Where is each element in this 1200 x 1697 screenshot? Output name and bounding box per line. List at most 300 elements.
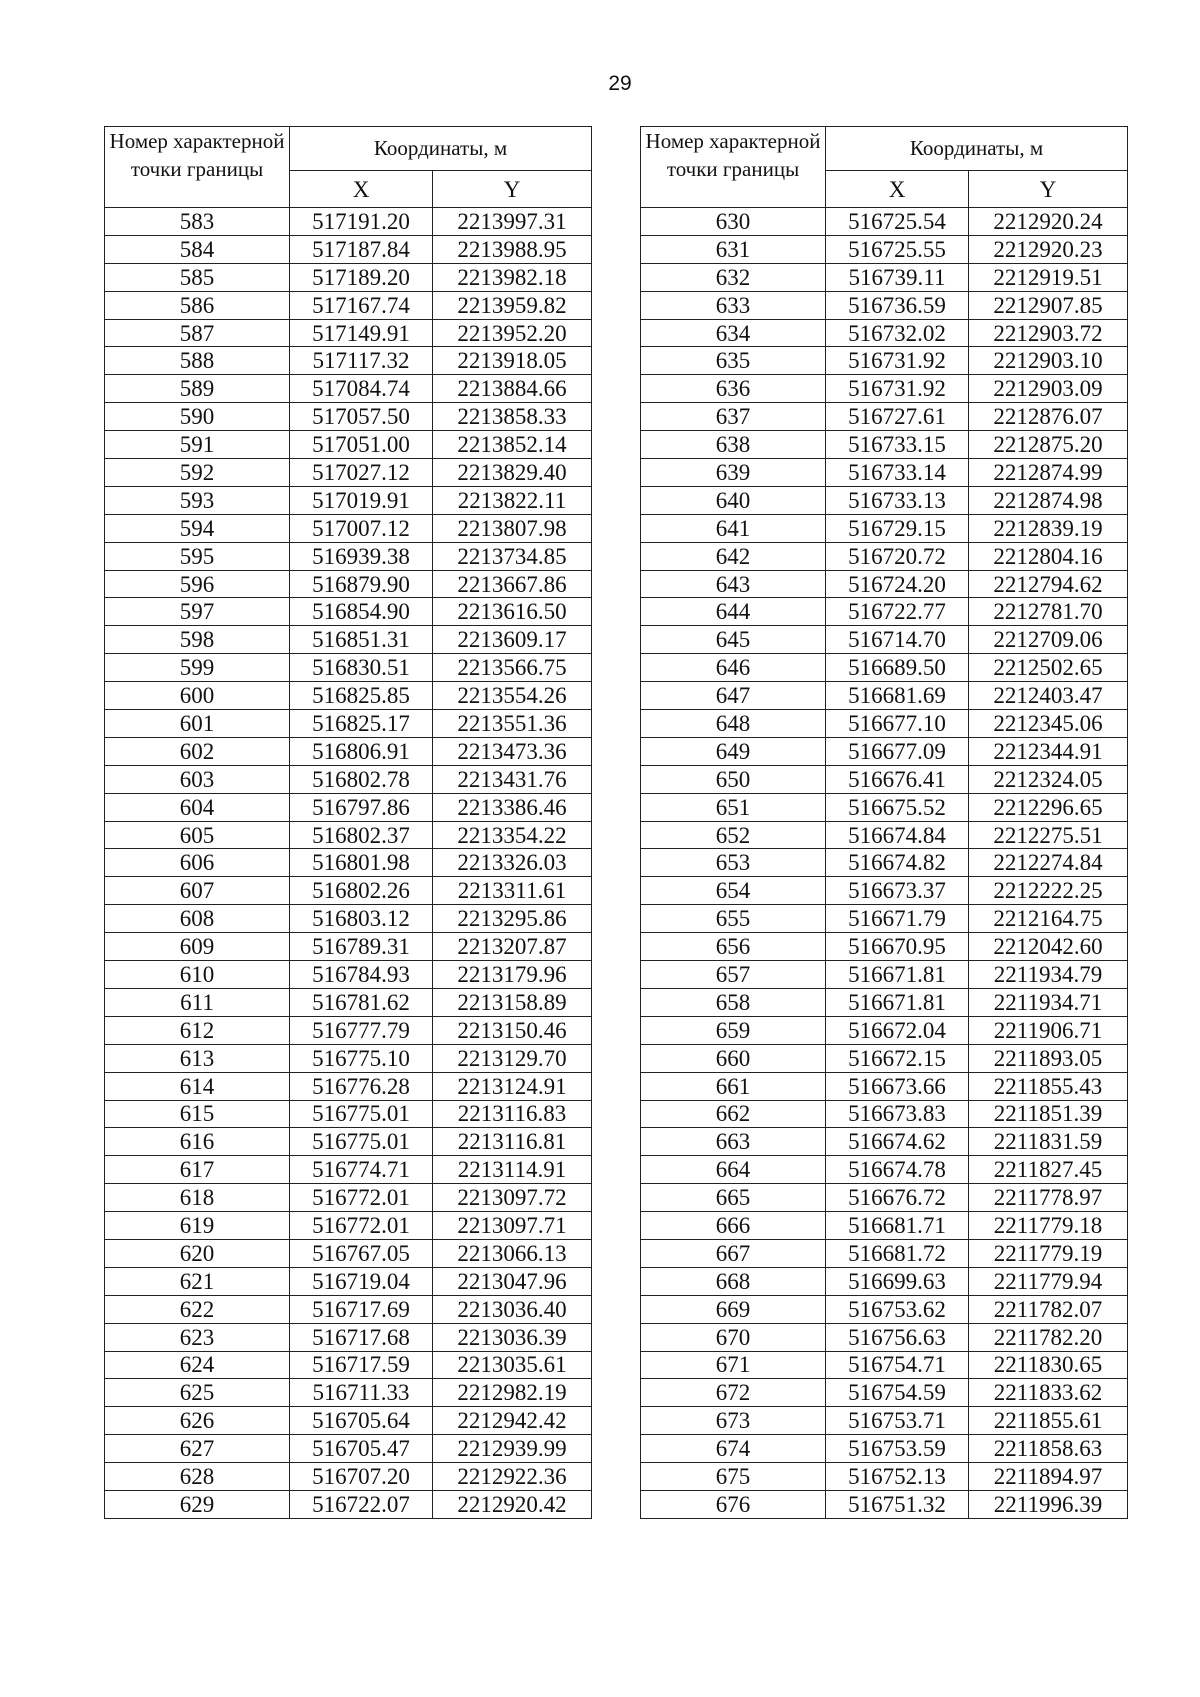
table-row (641, 1016, 1128, 1044)
table-row (105, 570, 592, 598)
x-coordinate-cell: 516784.93 (290, 961, 433, 989)
point-number-cell: 624 (105, 1351, 290, 1379)
point-number-cell: 623 (105, 1323, 290, 1351)
table-row (641, 626, 1128, 654)
x-coordinate-cell: 516722.77 (826, 598, 969, 626)
table-row (641, 1212, 1128, 1240)
x-coordinate-cell: 516714.70 (826, 626, 969, 654)
table-row (641, 849, 1128, 877)
table-row (641, 431, 1128, 459)
table-row (105, 1379, 592, 1407)
point-number-header: Номер характерной точки границы (641, 127, 826, 208)
y-coordinate-cell: 2213807.98 (433, 514, 592, 542)
x-coordinate-cell: 516732.02 (826, 319, 969, 347)
x-coordinate-cell: 516689.50 (826, 654, 969, 682)
point-number-cell: 609 (105, 933, 290, 961)
y-coordinate-cell: 2212919.51 (969, 263, 1128, 291)
x-coordinate-cell: 517189.20 (290, 263, 433, 291)
x-coordinate-cell: 516671.81 (826, 988, 969, 1016)
point-number-cell: 669 (641, 1295, 826, 1323)
table-row (641, 877, 1128, 905)
table-row (641, 1072, 1128, 1100)
x-coordinate-cell: 516879.90 (290, 570, 433, 598)
table-row (641, 765, 1128, 793)
y-coordinate-cell: 2211778.97 (969, 1184, 1128, 1212)
table-row (105, 347, 592, 375)
table-row (105, 1072, 592, 1100)
y-coordinate-cell: 2213116.83 (433, 1100, 592, 1128)
point-number-cell: 603 (105, 765, 290, 793)
x-header: X (826, 171, 969, 208)
table-row (641, 1267, 1128, 1295)
x-coordinate-cell: 516674.84 (826, 821, 969, 849)
table-row (641, 682, 1128, 710)
point-number-cell: 641 (641, 514, 826, 542)
x-coordinate-cell: 516797.86 (290, 793, 433, 821)
y-coordinate-cell: 2213097.72 (433, 1184, 592, 1212)
y-coordinate-cell: 2212275.51 (969, 821, 1128, 849)
y-coordinate-cell: 2211833.62 (969, 1379, 1128, 1407)
y-coordinate-cell: 2213047.96 (433, 1267, 592, 1295)
table-row (105, 793, 592, 821)
table-row (105, 1323, 592, 1351)
x-coordinate-cell: 516781.62 (290, 988, 433, 1016)
y-coordinate-cell: 2212875.20 (969, 431, 1128, 459)
y-coordinate-cell: 2211906.71 (969, 1016, 1128, 1044)
x-coordinate-cell: 516711.33 (290, 1379, 433, 1407)
table-row (641, 1044, 1128, 1072)
table-row (641, 403, 1128, 431)
point-number-cell: 589 (105, 375, 290, 403)
table-row (105, 821, 592, 849)
point-number-cell: 628 (105, 1463, 290, 1491)
y-coordinate-cell: 2213566.75 (433, 654, 592, 682)
point-number-cell: 667 (641, 1239, 826, 1267)
point-number-cell: 647 (641, 682, 826, 710)
x-coordinate-cell: 516705.64 (290, 1407, 433, 1435)
point-number-cell: 637 (641, 403, 826, 431)
point-number-cell: 656 (641, 933, 826, 961)
point-number-cell: 619 (105, 1212, 290, 1240)
point-number-cell: 642 (641, 542, 826, 570)
y-coordinate-cell: 2212903.72 (969, 319, 1128, 347)
y-coordinate-cell: 2213036.40 (433, 1295, 592, 1323)
point-number-cell: 657 (641, 961, 826, 989)
y-coordinate-cell: 2213036.39 (433, 1323, 592, 1351)
table-row (105, 710, 592, 738)
y-coordinate-cell: 2213207.87 (433, 933, 592, 961)
table-row (105, 849, 592, 877)
point-number-cell: 615 (105, 1100, 290, 1128)
x-coordinate-cell: 516802.37 (290, 821, 433, 849)
y-coordinate-cell: 2213097.71 (433, 1212, 592, 1240)
x-coordinate-cell: 516736.59 (826, 291, 969, 319)
y-coordinate-cell: 2212876.07 (969, 403, 1128, 431)
table-row (105, 933, 592, 961)
y-coordinate-cell: 2213066.13 (433, 1239, 592, 1267)
table-row (105, 765, 592, 793)
y-coordinate-cell: 2211831.59 (969, 1128, 1128, 1156)
point-number-cell: 675 (641, 1463, 826, 1491)
x-coordinate-cell: 516733.15 (826, 431, 969, 459)
x-coordinate-cell: 516681.69 (826, 682, 969, 710)
point-number-cell: 661 (641, 1072, 826, 1100)
y-coordinate-cell: 2213988.95 (433, 235, 592, 263)
point-number-cell: 608 (105, 905, 290, 933)
x-coordinate-cell: 516775.01 (290, 1100, 433, 1128)
table-row (641, 263, 1128, 291)
point-number-header: Номер характерной точки границы (105, 127, 290, 208)
y-coordinate-cell: 2212781.70 (969, 598, 1128, 626)
y-coordinate-cell: 2213952.20 (433, 319, 592, 347)
y-coordinate-cell: 2212324.05 (969, 765, 1128, 793)
point-number-cell: 633 (641, 291, 826, 319)
y-coordinate-cell: 2213609.17 (433, 626, 592, 654)
x-coordinate-cell: 517027.12 (290, 459, 433, 487)
y-coordinate-cell: 2213311.61 (433, 877, 592, 905)
table-row (105, 682, 592, 710)
y-coordinate-cell: 2211934.71 (969, 988, 1128, 1016)
table-row (641, 598, 1128, 626)
y-coordinate-cell: 2212709.06 (969, 626, 1128, 654)
x-coordinate-cell: 516717.59 (290, 1351, 433, 1379)
x-coordinate-cell: 517007.12 (290, 514, 433, 542)
point-number-cell: 668 (641, 1267, 826, 1295)
point-number-cell: 597 (105, 598, 290, 626)
point-number-cell: 643 (641, 570, 826, 598)
x-coordinate-cell: 516672.15 (826, 1044, 969, 1072)
table-row (105, 459, 592, 487)
point-number-cell: 636 (641, 375, 826, 403)
x-coordinate-cell: 516753.71 (826, 1407, 969, 1435)
x-coordinate-cell: 516939.38 (290, 542, 433, 570)
x-coordinate-cell: 516789.31 (290, 933, 433, 961)
point-number-cell: 627 (105, 1435, 290, 1463)
y-coordinate-cell: 2211782.20 (969, 1323, 1128, 1351)
y-coordinate-cell: 2213852.14 (433, 431, 592, 459)
table-row (105, 1128, 592, 1156)
x-coordinate-cell: 516671.79 (826, 905, 969, 933)
y-coordinate-cell: 2213116.81 (433, 1128, 592, 1156)
table-row (105, 319, 592, 347)
table-row (641, 1490, 1128, 1518)
point-number-cell: 600 (105, 682, 290, 710)
point-number-cell: 621 (105, 1267, 290, 1295)
x-coordinate-cell: 516722.07 (290, 1490, 433, 1518)
x-coordinate-cell: 516733.13 (826, 486, 969, 514)
point-number-cell: 585 (105, 263, 290, 291)
x-coordinate-cell: 516803.12 (290, 905, 433, 933)
point-number-cell: 664 (641, 1156, 826, 1184)
x-coordinate-cell: 516725.54 (826, 208, 969, 236)
x-coordinate-cell: 516729.15 (826, 514, 969, 542)
table-row (105, 1463, 592, 1491)
y-coordinate-cell: 2212344.91 (969, 737, 1128, 765)
coordinates-table-right (640, 126, 1128, 1519)
table-row (105, 1407, 592, 1435)
x-coordinate-cell: 517117.32 (290, 347, 433, 375)
y-coordinate-cell: 2211779.18 (969, 1212, 1128, 1240)
y-coordinate-cell: 2212222.25 (969, 877, 1128, 905)
table-row (641, 1435, 1128, 1463)
point-number-cell: 665 (641, 1184, 826, 1212)
coordinates-table-left (104, 126, 592, 1519)
table-row (105, 291, 592, 319)
point-number-cell: 595 (105, 542, 290, 570)
x-coordinate-cell: 516752.13 (826, 1463, 969, 1491)
x-coordinate-cell: 517051.00 (290, 431, 433, 459)
x-coordinate-cell: 516705.47 (290, 1435, 433, 1463)
point-number-cell: 584 (105, 235, 290, 263)
x-coordinate-cell: 517149.91 (290, 319, 433, 347)
point-number-cell: 605 (105, 821, 290, 849)
x-coordinate-cell: 516767.05 (290, 1239, 433, 1267)
y-coordinate-cell: 2212839.19 (969, 514, 1128, 542)
table-row (641, 1463, 1128, 1491)
point-number-cell: 598 (105, 626, 290, 654)
table-row (641, 933, 1128, 961)
point-number-cell: 604 (105, 793, 290, 821)
y-coordinate-cell: 2212502.65 (969, 654, 1128, 682)
table-row (641, 1295, 1128, 1323)
y-coordinate-cell: 2212794.62 (969, 570, 1128, 598)
y-coordinate-cell: 2213326.03 (433, 849, 592, 877)
x-coordinate-cell: 516671.81 (826, 961, 969, 989)
x-coordinate-cell: 516733.14 (826, 459, 969, 487)
x-coordinate-cell: 516674.62 (826, 1128, 969, 1156)
table-row (641, 570, 1128, 598)
table-row (641, 319, 1128, 347)
y-coordinate-cell: 2212042.60 (969, 933, 1128, 961)
x-coordinate-cell: 516672.04 (826, 1016, 969, 1044)
y-coordinate-cell: 2211782.07 (969, 1295, 1128, 1323)
point-number-cell: 672 (641, 1379, 826, 1407)
table-row (105, 737, 592, 765)
y-coordinate-cell: 2213997.31 (433, 208, 592, 236)
y-coordinate-cell: 2212874.99 (969, 459, 1128, 487)
table-row (105, 961, 592, 989)
y-coordinate-cell: 2213616.50 (433, 598, 592, 626)
y-coordinate-cell: 2213734.85 (433, 542, 592, 570)
x-coordinate-cell: 516707.20 (290, 1463, 433, 1491)
point-number-cell: 625 (105, 1379, 290, 1407)
point-number-cell: 587 (105, 319, 290, 347)
table-row (105, 1044, 592, 1072)
table-row (641, 542, 1128, 570)
y-coordinate-cell: 2212345.06 (969, 710, 1128, 738)
point-number-cell: 616 (105, 1128, 290, 1156)
y-coordinate-cell: 2213150.46 (433, 1016, 592, 1044)
point-number-cell: 612 (105, 1016, 290, 1044)
table-row (105, 1267, 592, 1295)
point-number-cell: 652 (641, 821, 826, 849)
point-number-cell: 676 (641, 1490, 826, 1518)
point-number-cell: 626 (105, 1407, 290, 1435)
x-coordinate-cell: 517187.84 (290, 235, 433, 263)
table-row (641, 347, 1128, 375)
point-number-cell: 638 (641, 431, 826, 459)
point-number-cell: 649 (641, 737, 826, 765)
table-row (105, 403, 592, 431)
x-coordinate-cell: 516731.92 (826, 347, 969, 375)
point-number-cell: 666 (641, 1212, 826, 1240)
x-coordinate-cell: 516756.63 (826, 1323, 969, 1351)
y-coordinate-cell: 2213667.86 (433, 570, 592, 598)
table-row (641, 1156, 1128, 1184)
y-coordinate-cell: 2211779.19 (969, 1239, 1128, 1267)
y-coordinate-cell: 2212403.47 (969, 682, 1128, 710)
x-coordinate-cell: 517084.74 (290, 375, 433, 403)
x-coordinate-cell: 516674.82 (826, 849, 969, 877)
x-coordinate-cell: 516806.91 (290, 737, 433, 765)
point-number-cell: 586 (105, 291, 290, 319)
point-number-cell: 644 (641, 598, 826, 626)
table-row (641, 821, 1128, 849)
table-row (641, 1100, 1128, 1128)
point-number-cell: 662 (641, 1100, 826, 1128)
table-row (641, 459, 1128, 487)
table-row (105, 598, 592, 626)
x-coordinate-cell: 517167.74 (290, 291, 433, 319)
point-number-cell: 634 (641, 319, 826, 347)
y-coordinate-cell: 2212939.99 (433, 1435, 592, 1463)
point-number-cell: 655 (641, 905, 826, 933)
x-coordinate-cell: 517019.91 (290, 486, 433, 514)
y-coordinate-cell: 2212274.84 (969, 849, 1128, 877)
table-row (105, 1490, 592, 1518)
x-coordinate-cell: 516681.71 (826, 1212, 969, 1240)
x-coordinate-cell: 516676.41 (826, 765, 969, 793)
table-row (641, 654, 1128, 682)
table-row (641, 235, 1128, 263)
table-row (105, 626, 592, 654)
y-coordinate-cell: 2212874.98 (969, 486, 1128, 514)
point-number-cell: 602 (105, 737, 290, 765)
y-coordinate-cell: 2211996.39 (969, 1490, 1128, 1518)
y-coordinate-cell: 2213473.36 (433, 737, 592, 765)
x-coordinate-cell: 516677.09 (826, 737, 969, 765)
point-number-cell: 592 (105, 459, 290, 487)
y-coordinate-cell: 2213554.26 (433, 682, 592, 710)
y-coordinate-cell: 2213158.89 (433, 988, 592, 1016)
x-coordinate-cell: 516674.78 (826, 1156, 969, 1184)
point-number-cell: 660 (641, 1044, 826, 1072)
point-number-cell: 599 (105, 654, 290, 682)
y-coordinate-cell: 2213129.70 (433, 1044, 592, 1072)
table-row (641, 486, 1128, 514)
x-coordinate-cell: 516670.95 (826, 933, 969, 961)
table-row (641, 737, 1128, 765)
point-number-cell: 593 (105, 486, 290, 514)
x-coordinate-cell: 516777.79 (290, 1016, 433, 1044)
y-coordinate-cell: 2213354.22 (433, 821, 592, 849)
point-number-cell: 653 (641, 849, 826, 877)
x-coordinate-cell: 516825.85 (290, 682, 433, 710)
table-row (105, 1351, 592, 1379)
y-coordinate-cell: 2213959.82 (433, 291, 592, 319)
y-coordinate-cell: 2212164.75 (969, 905, 1128, 933)
point-number-cell: 646 (641, 654, 826, 682)
table-row (641, 1128, 1128, 1156)
x-coordinate-cell: 516854.90 (290, 598, 433, 626)
x-coordinate-cell: 516677.10 (826, 710, 969, 738)
y-coordinate-cell: 2212903.09 (969, 375, 1128, 403)
y-coordinate-cell: 2211851.39 (969, 1100, 1128, 1128)
point-number-cell: 673 (641, 1407, 826, 1435)
y-coordinate-cell: 2212920.42 (433, 1490, 592, 1518)
point-number-cell: 674 (641, 1435, 826, 1463)
x-coordinate-cell: 516676.72 (826, 1184, 969, 1212)
y-coordinate-cell: 2211779.94 (969, 1267, 1128, 1295)
point-number-cell: 650 (641, 765, 826, 793)
y-coordinate-cell: 2212942.42 (433, 1407, 592, 1435)
point-number-cell: 659 (641, 1016, 826, 1044)
x-coordinate-cell: 516776.28 (290, 1072, 433, 1100)
x-coordinate-cell: 516699.63 (826, 1267, 969, 1295)
table-row (641, 208, 1128, 236)
x-coordinate-cell: 516675.52 (826, 793, 969, 821)
x-coordinate-cell: 517191.20 (290, 208, 433, 236)
y-coordinate-cell: 2212922.36 (433, 1463, 592, 1491)
y-coordinate-cell: 2213829.40 (433, 459, 592, 487)
table-row (641, 710, 1128, 738)
point-number-cell: 640 (641, 486, 826, 514)
x-coordinate-cell: 516754.59 (826, 1379, 969, 1407)
x-coordinate-cell: 516851.31 (290, 626, 433, 654)
y-coordinate-cell: 2211827.45 (969, 1156, 1128, 1184)
y-coordinate-cell: 2213179.96 (433, 961, 592, 989)
table-row (105, 1184, 592, 1212)
point-number-cell: 588 (105, 347, 290, 375)
point-number-cell: 670 (641, 1323, 826, 1351)
point-number-cell: 591 (105, 431, 290, 459)
point-number-cell: 606 (105, 849, 290, 877)
y-coordinate-cell: 2213114.91 (433, 1156, 592, 1184)
x-coordinate-cell: 516724.20 (826, 570, 969, 598)
x-coordinate-cell: 516739.11 (826, 263, 969, 291)
x-coordinate-cell: 516753.62 (826, 1295, 969, 1323)
coordinates-header: Координаты, м (290, 127, 592, 171)
y-coordinate-cell: 2212296.65 (969, 793, 1128, 821)
x-coordinate-cell: 516725.55 (826, 235, 969, 263)
x-coordinate-cell: 516751.32 (826, 1490, 969, 1518)
point-number-cell: 596 (105, 570, 290, 598)
y-coordinate-cell: 2212982.19 (433, 1379, 592, 1407)
x-coordinate-cell: 516802.78 (290, 765, 433, 793)
table-row (641, 793, 1128, 821)
point-number-cell: 618 (105, 1184, 290, 1212)
table-row (105, 235, 592, 263)
x-coordinate-cell: 516825.17 (290, 710, 433, 738)
point-number-cell: 590 (105, 403, 290, 431)
table-row (105, 1435, 592, 1463)
point-number-cell: 639 (641, 459, 826, 487)
x-coordinate-cell: 516772.01 (290, 1212, 433, 1240)
y-coordinate-cell: 2211830.65 (969, 1351, 1128, 1379)
table-row (105, 877, 592, 905)
y-coordinate-cell: 2211934.79 (969, 961, 1128, 989)
y-coordinate-cell: 2212920.24 (969, 208, 1128, 236)
table-row (105, 1295, 592, 1323)
point-number-cell: 613 (105, 1044, 290, 1072)
y-coordinate-cell: 2213982.18 (433, 263, 592, 291)
x-coordinate-cell: 516772.01 (290, 1184, 433, 1212)
y-coordinate-cell: 2211858.63 (969, 1435, 1128, 1463)
table-row (641, 1323, 1128, 1351)
y-coordinate-cell: 2213386.46 (433, 793, 592, 821)
point-number-cell: 651 (641, 793, 826, 821)
y-coordinate-cell: 2213124.91 (433, 1072, 592, 1100)
